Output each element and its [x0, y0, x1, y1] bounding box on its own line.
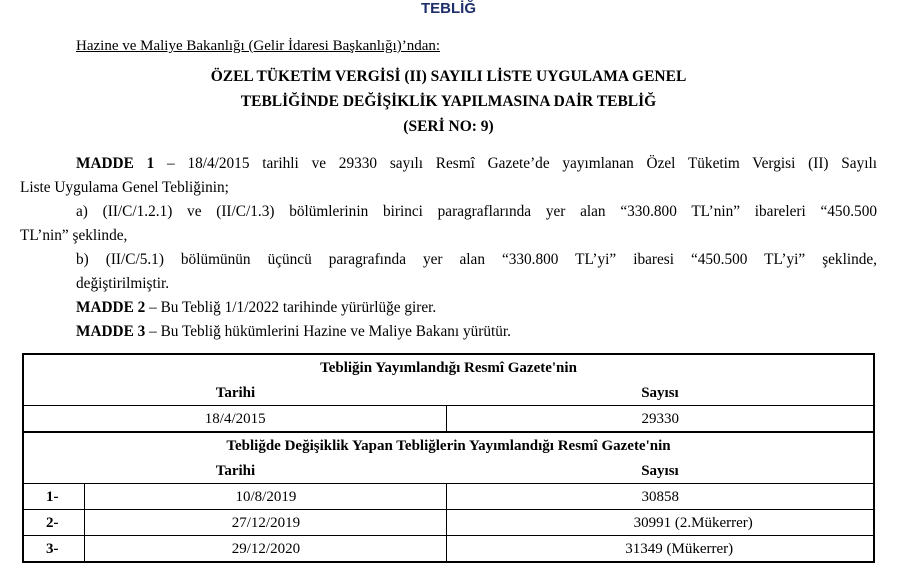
document-title	[0, 64, 897, 139]
article-1-item-a-line-1: a) (II/C/1.2.1) ve (II/C/1.3) bölümlerinin birinci paragraflarında yer alan “330.800 TL’nin” ibareleri “450.500	[76, 203, 877, 220]
column-header-date: Tarihi	[215, 384, 256, 401]
section-2-header-row	[23, 458, 874, 484]
title-line-1: ÖZEL TÜKETİM VERGİSİ (II) SAYILI LİSTE UYGULAMA GENEL	[210, 68, 687, 85]
article-2: MADDE 2 – Bu Tebliğ 1/1/2022 tarihinde yürürlüğe girer.	[76, 299, 437, 316]
row-number: 31349 (Mükerrer)	[447, 536, 874, 563]
row-number: 30858	[447, 484, 874, 510]
document-type-label: TEBLİĞ	[421, 0, 476, 17]
column-header-number: Sayısı	[641, 384, 679, 401]
row-number: 30991 (2.Mükerrer)	[447, 510, 874, 536]
row-index: 1-	[23, 484, 85, 510]
article-3: MADDE 3 – Bu Tebliğ hükümlerini Hazine ve Maliye Bakanı yürütür.	[76, 323, 511, 340]
row-index: 3-	[23, 536, 85, 563]
amendment-row	[23, 536, 874, 563]
article-1-line-1: MADDE 1 – 18/4/2015 tarihli ve 29330 sayılı Resmî Gazete’de yayımlanan Özel Tüketim Vergisi (II) Sayılı	[76, 155, 877, 172]
original-gazette-row	[23, 406, 874, 433]
column-header-date-2: Tarihi	[215, 462, 256, 479]
title-series-number: (SERİ NO: 9)	[403, 118, 494, 135]
article-1-label: MADDE 1	[76, 155, 155, 172]
section-1-title-row	[23, 354, 874, 380]
articles-body	[20, 152, 877, 344]
gazette-info-table	[22, 353, 875, 563]
original-number: 29330	[447, 406, 874, 433]
article-3-label: MADDE 3	[76, 323, 146, 340]
article-1-item-a-line-2: TL’nin” şeklinde,	[20, 227, 128, 244]
section-1-header-row	[23, 380, 874, 406]
article-1-line-2: Liste Uygulama Genel Tebliğinin;	[20, 179, 229, 196]
section-2-title-row	[23, 432, 874, 458]
section-1-title: Tebliğin Yayımlandığı Resmî Gazete'nin	[320, 359, 577, 376]
section-2-title: Tebliğde Değişiklik Yapan Tebliğlerin Yayımlandığı Resmî Gazete'nin	[23, 432, 874, 458]
row-date: 29/12/2020	[85, 536, 447, 563]
amendment-row	[23, 510, 874, 536]
original-date: 18/4/2015	[23, 406, 447, 433]
row-index: 2-	[23, 510, 85, 536]
column-header-number-2: Sayısı	[641, 462, 679, 479]
row-date: 10/8/2019	[85, 484, 447, 510]
article-2-label: MADDE 2	[76, 299, 146, 316]
article-1-item-b-line-2: değiştirilmiştir.	[76, 275, 170, 292]
issuer-line: Hazine ve Maliye Bakanlığı (Gelir İdaresi Başkanlığı)’ndan:	[76, 38, 441, 54]
amendment-row	[23, 484, 874, 510]
row-date: 27/12/2019	[85, 510, 447, 536]
title-line-2: TEBLİĞİNDE DEĞİŞİKLİK YAPILMASINA DAİR TEBLİĞ	[240, 93, 657, 110]
article-1-item-b-line-1: b) (II/C/5.1) bölümünün üçüncü paragrafında yer alan “330.800 TL’yi” ibaresi “450.500 TL’yi” şeklinde,	[76, 251, 877, 268]
